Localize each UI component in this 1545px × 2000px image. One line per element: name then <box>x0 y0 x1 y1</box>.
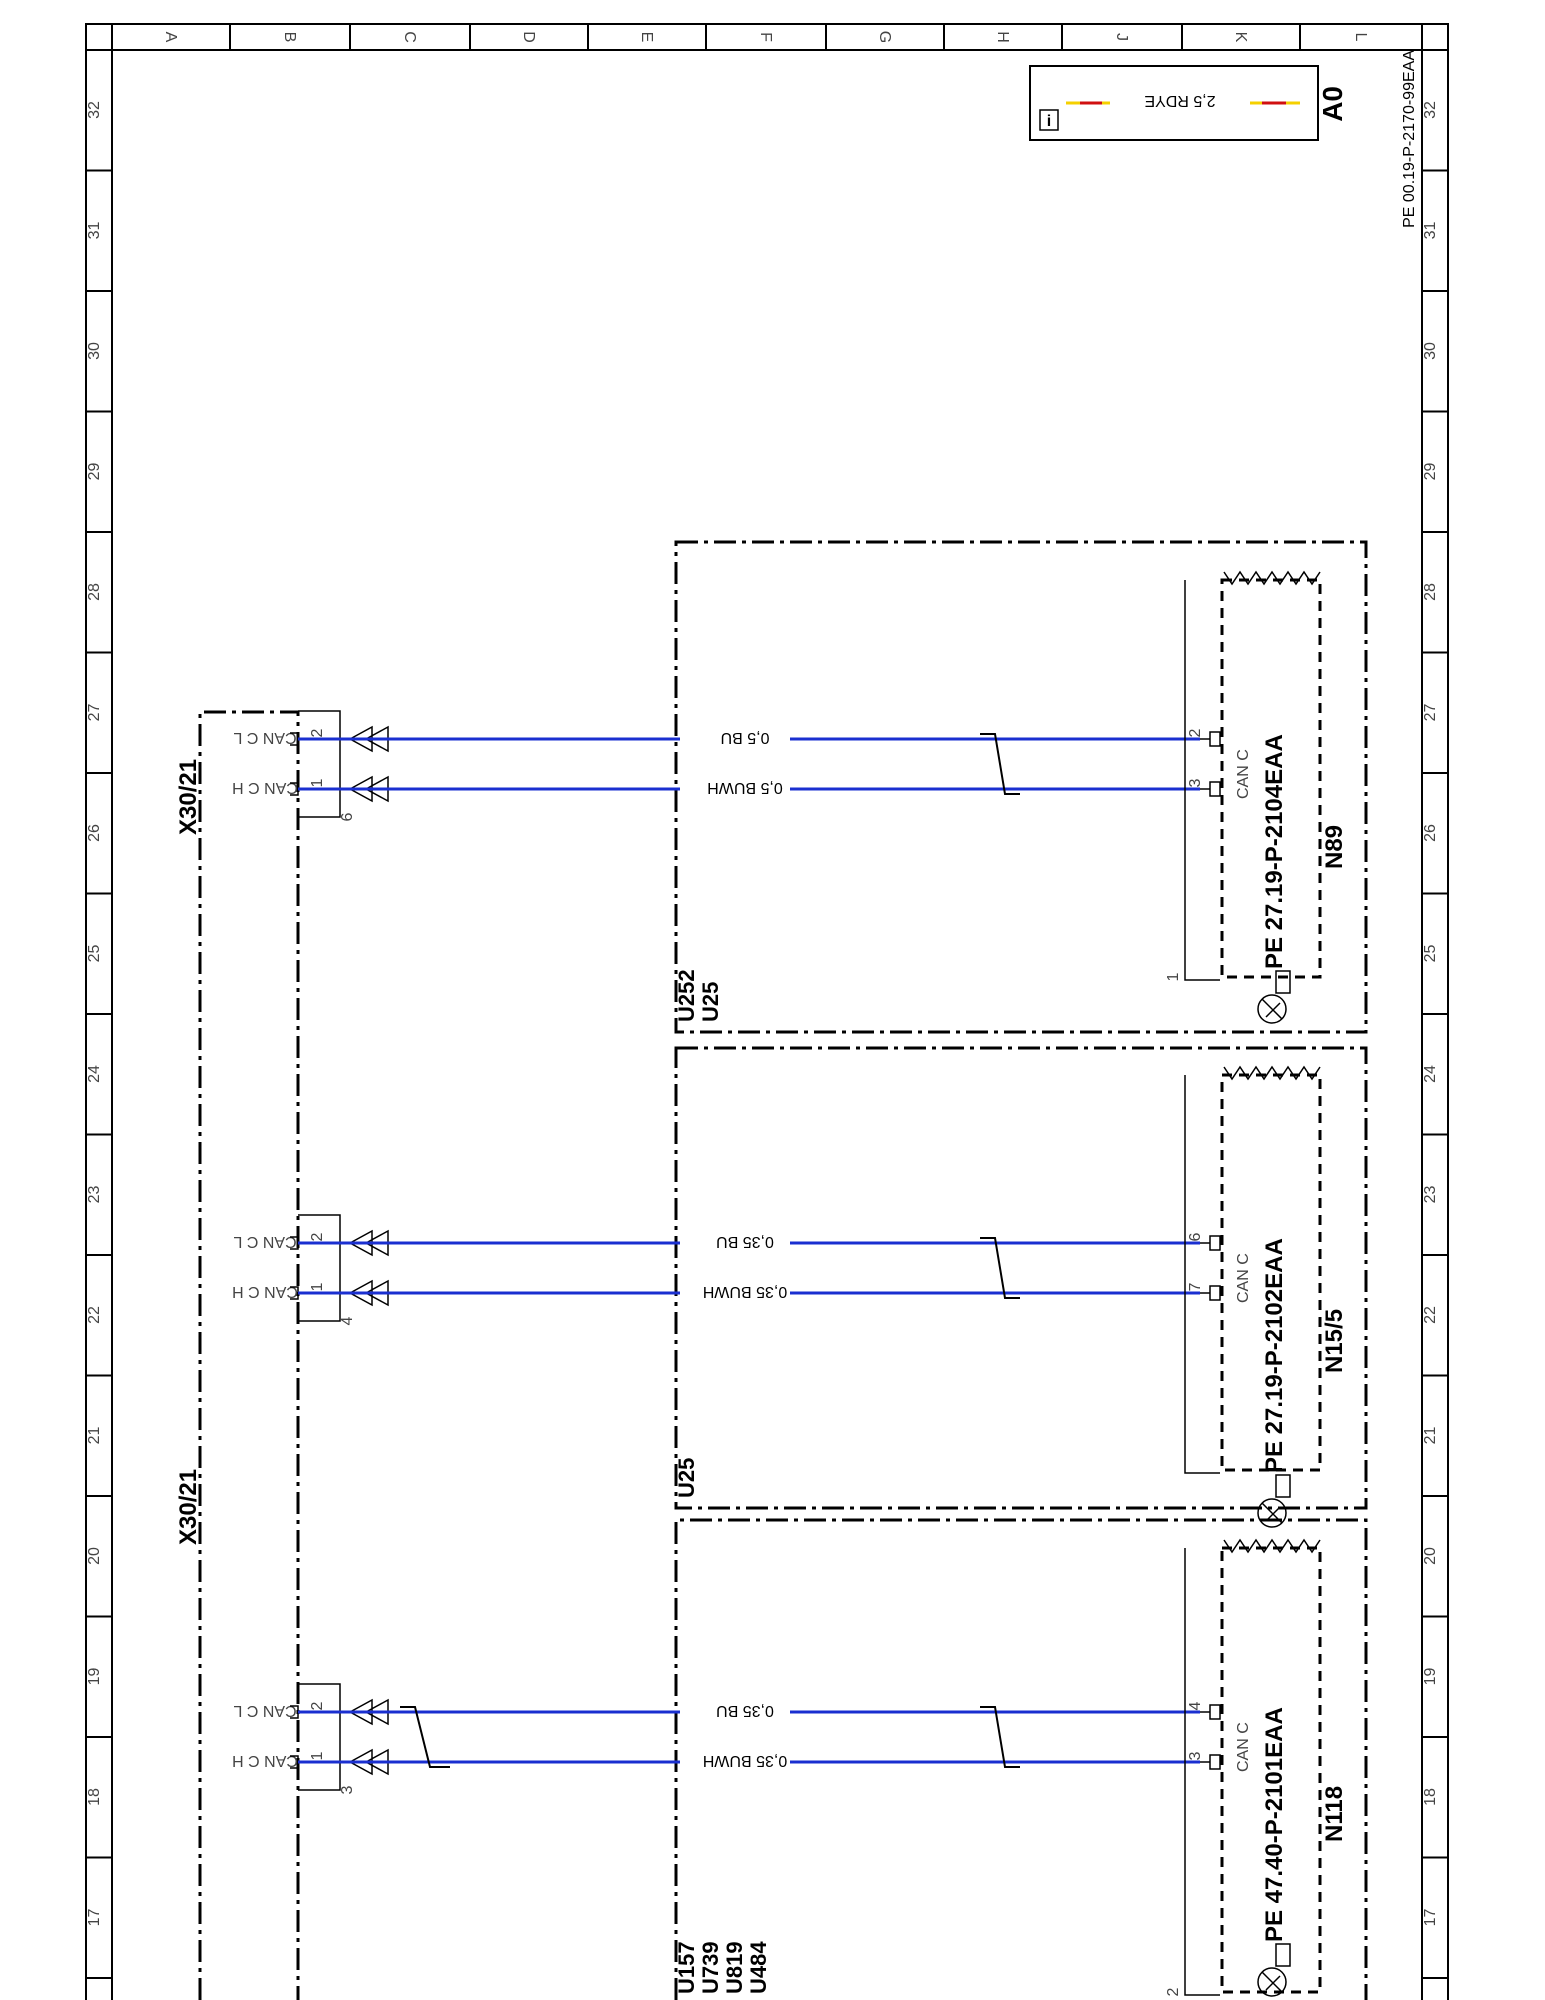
wire-label: 0,35 BUWH <box>702 1283 788 1300</box>
frame-label: U157 <box>674 1941 699 1994</box>
row-label-right: 28 <box>1422 583 1439 601</box>
module-pin: 7 <box>1187 1282 1204 1292</box>
wire-label: 0,5 BU <box>720 729 770 746</box>
row-label-right: 23 <box>1422 1185 1439 1204</box>
column-label: D <box>520 31 537 43</box>
signal-bus-label: CAN C <box>1235 1722 1252 1772</box>
pin-number: 2 <box>309 728 326 738</box>
frame-label: U252 <box>674 969 699 1022</box>
signal-label: CAN C H <box>232 779 298 796</box>
module-pin: 4 <box>1187 1701 1204 1711</box>
reference-doc: PE 47.40-P-2101EAA <box>1261 1707 1288 1942</box>
row-label-left: 23 <box>86 1185 103 1204</box>
row-label-left: 19 <box>86 1667 103 1686</box>
frame-label: U819 <box>722 1941 747 1994</box>
side-pin: 1 <box>1165 972 1182 982</box>
sheet-code: A0 <box>1317 86 1348 122</box>
signal-label: CAN C L <box>233 729 297 746</box>
column-label: F <box>757 32 774 42</box>
row-label-left: 27 <box>86 703 103 722</box>
pin-number: 1 <box>309 778 326 788</box>
frame-label: U25 <box>674 1457 699 1498</box>
column-label: G <box>876 30 893 44</box>
row-label-right: 18 <box>1422 1788 1439 1806</box>
row-label-right: 20 <box>1422 1547 1439 1565</box>
row-label-left: 18 <box>86 1788 103 1806</box>
row-label-left: 30 <box>86 342 103 360</box>
module-id: N15/5 <box>1321 1308 1348 1373</box>
signal-label: CAN C L <box>233 1233 297 1250</box>
pin-number: 1 <box>309 1751 326 1761</box>
column-label: L <box>1352 32 1369 42</box>
circuit-group <box>232 572 1348 1023</box>
signal-bus-label: CAN C <box>1235 749 1252 799</box>
connector-pin: 3 <box>339 1785 356 1795</box>
column-label: H <box>994 31 1011 43</box>
frame-label: U25 <box>698 981 723 1022</box>
pin-number: 2 <box>309 1232 326 1242</box>
row-label-left: 24 <box>86 1065 103 1083</box>
pointing-hand-icon <box>1276 1475 1290 1497</box>
reference-doc: PE 27.19-P-2104EAA <box>1261 734 1288 969</box>
column-label: K <box>1232 31 1249 43</box>
column-label: E <box>638 31 655 43</box>
column-label: C <box>401 31 418 43</box>
row-label-right: 27 <box>1422 703 1439 722</box>
row-label-right: 31 <box>1422 221 1439 240</box>
wire-label: 0,35 BU <box>716 1702 774 1719</box>
signal-label: CAN C H <box>232 1283 298 1300</box>
connector-frame <box>200 712 298 2000</box>
row-label-right: 17 <box>1422 1908 1439 1927</box>
pointing-hand-icon <box>1276 1944 1290 1966</box>
column-label: B <box>281 31 298 43</box>
connector-pin: 4 <box>339 1316 356 1326</box>
row-label-left: 28 <box>86 583 103 601</box>
signal-label: CAN C H <box>232 1752 298 1769</box>
row-label-right: 26 <box>1422 824 1439 842</box>
row-label-left: 29 <box>86 462 103 481</box>
row-label-left: 25 <box>86 944 103 963</box>
document-ref: PE 00.19-P-2170-99EAA <box>1401 50 1418 228</box>
module-pin: 2 <box>1187 728 1204 738</box>
circuit-group <box>232 1540 1348 1996</box>
row-label-right: 21 <box>1422 1426 1439 1445</box>
wire-label: 0,5 BUWH <box>707 779 783 796</box>
pin-number: 1 <box>309 1282 326 1292</box>
row-label-left: 31 <box>86 221 103 240</box>
row-label-left: 32 <box>86 101 103 119</box>
row-label-right: 32 <box>1422 101 1439 119</box>
reference-doc: PE 27.19-P-2102EAA <box>1261 1238 1288 1473</box>
connector-pin: 6 <box>339 812 356 822</box>
signal-label: CAN C L <box>233 1702 297 1719</box>
connector-label-lower: X30/21 <box>175 1468 202 1545</box>
row-label-left: 26 <box>86 824 103 842</box>
module-pin: 3 <box>1187 778 1204 788</box>
connector-label-upper: X30/21 <box>175 758 202 835</box>
pointing-hand-icon <box>1276 971 1290 993</box>
row-label-right: 19 <box>1422 1667 1439 1686</box>
legend-wire-label: 2,5 RDYE <box>1144 92 1216 109</box>
signal-bus-label: CAN C <box>1235 1253 1252 1303</box>
row-label-right: 25 <box>1422 944 1439 963</box>
legend-box <box>1030 66 1318 140</box>
row-label-left: 20 <box>86 1547 103 1565</box>
column-label: A <box>162 31 179 43</box>
row-label-left: 17 <box>86 1908 103 1927</box>
column-label: J <box>1113 33 1130 41</box>
wire-label: 0,35 BUWH <box>702 1752 788 1769</box>
row-label-right: 24 <box>1422 1065 1439 1083</box>
module-id: N89 <box>1321 824 1348 869</box>
frame-label: U739 <box>698 1941 723 1994</box>
svg-text:i: i <box>1046 113 1052 130</box>
module-pin: 3 <box>1187 1751 1204 1761</box>
row-label-right: 22 <box>1422 1306 1439 1324</box>
module-id: N118 <box>1321 1785 1348 1842</box>
pin-number: 2 <box>309 1701 326 1711</box>
wire-label: 0,35 BU <box>716 1233 774 1250</box>
module-pin: 6 <box>1187 1232 1204 1242</box>
row-label-left: 21 <box>86 1426 103 1445</box>
row-label-left: 22 <box>86 1306 103 1324</box>
frame-label: U484 <box>746 1941 771 1994</box>
row-label-right: 30 <box>1422 342 1439 360</box>
circuit-group <box>232 1067 1348 1527</box>
side-pin: 2 <box>1165 1987 1182 1997</box>
row-label-right: 29 <box>1422 462 1439 481</box>
